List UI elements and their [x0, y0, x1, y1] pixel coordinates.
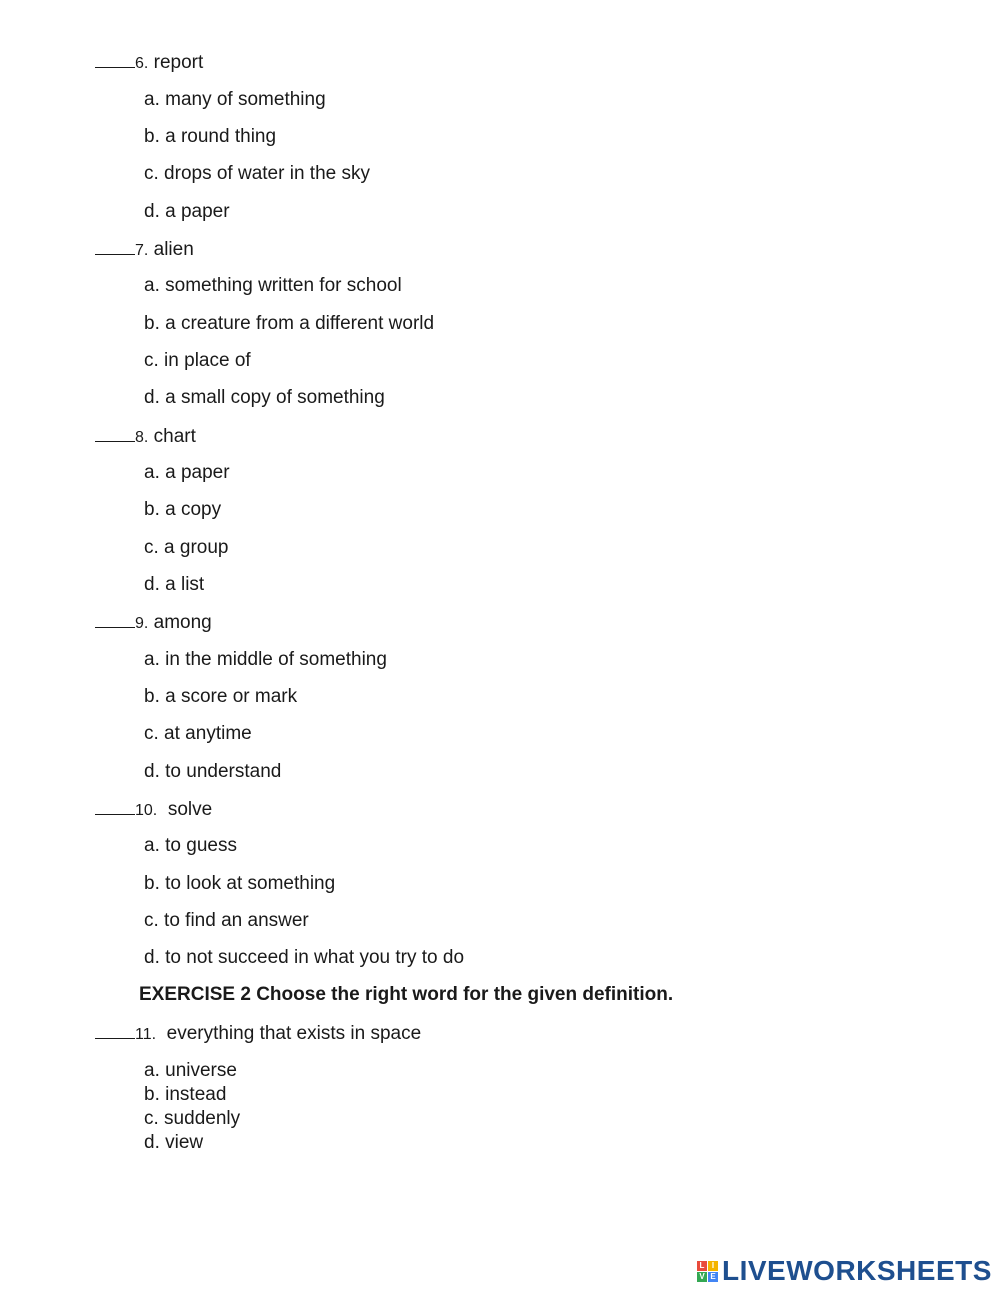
logo-block: L	[697, 1261, 707, 1271]
option: a. to guess	[144, 835, 237, 856]
question-word: everything that exists in space	[166, 1023, 422, 1044]
option: c. suddenly	[144, 1108, 241, 1129]
option: b. instead	[144, 1084, 227, 1105]
option: a. something written for school	[144, 275, 402, 296]
question-word: solve	[167, 799, 213, 820]
question-word: alien	[153, 239, 194, 260]
option: c. at anytime	[144, 723, 252, 744]
logo-block: E	[708, 1272, 718, 1282]
option: d. a small copy of something	[144, 387, 385, 408]
question-9	[95, 611, 212, 635]
question-word: chart	[153, 426, 196, 447]
option: b. to look at something	[144, 873, 336, 894]
option: a. in the middle of something	[144, 649, 387, 670]
question-11	[95, 1022, 421, 1046]
option: c. drops of water in the sky	[144, 163, 370, 184]
question-number: 11.	[135, 1026, 157, 1043]
logo-text: LIVEWORKSHEETS	[722, 1255, 992, 1286]
answer-blank[interactable]	[95, 238, 135, 255]
option: d. a paper	[144, 201, 230, 222]
question-7	[95, 238, 194, 262]
answer-blank[interactable]	[95, 425, 135, 442]
question-number: 6.	[135, 55, 149, 72]
answer-blank[interactable]	[95, 1022, 135, 1039]
question-6	[95, 51, 203, 75]
question-10	[95, 798, 212, 822]
question-number: 8.	[135, 429, 149, 446]
liveworksheets-logo	[697, 1256, 992, 1286]
option: d. view	[144, 1132, 204, 1153]
question-number: 7.	[135, 242, 149, 259]
option: c. in place of	[144, 350, 251, 371]
option: b. a round thing	[144, 126, 277, 147]
option: a. universe	[144, 1060, 237, 1081]
logo-block: I	[708, 1261, 718, 1271]
option: a. a paper	[144, 462, 230, 483]
answer-blank[interactable]	[95, 798, 135, 815]
option: b. a copy	[144, 499, 222, 520]
option: c. to find an answer	[144, 910, 309, 931]
question-number: 9.	[135, 615, 149, 632]
option: c. a group	[144, 537, 229, 558]
question-word: among	[153, 612, 212, 633]
question-word: report	[153, 52, 204, 73]
exercise-2-heading: EXERCISE 2 Choose the right word for the given definition.	[139, 984, 674, 1005]
option: d. a list	[144, 574, 205, 595]
option: b. a score or mark	[144, 686, 298, 707]
question-8	[95, 425, 196, 449]
logo-block: V	[697, 1272, 707, 1282]
option: a. many of something	[144, 89, 326, 110]
answer-blank[interactable]	[95, 51, 135, 68]
logo-blocks-icon	[697, 1261, 718, 1282]
question-number: 10.	[135, 802, 158, 819]
option: d. to not succeed in what you try to do	[144, 947, 465, 968]
option: b. a creature from a different world	[144, 313, 435, 334]
answer-blank[interactable]	[95, 611, 135, 628]
option: d. to understand	[144, 761, 282, 782]
